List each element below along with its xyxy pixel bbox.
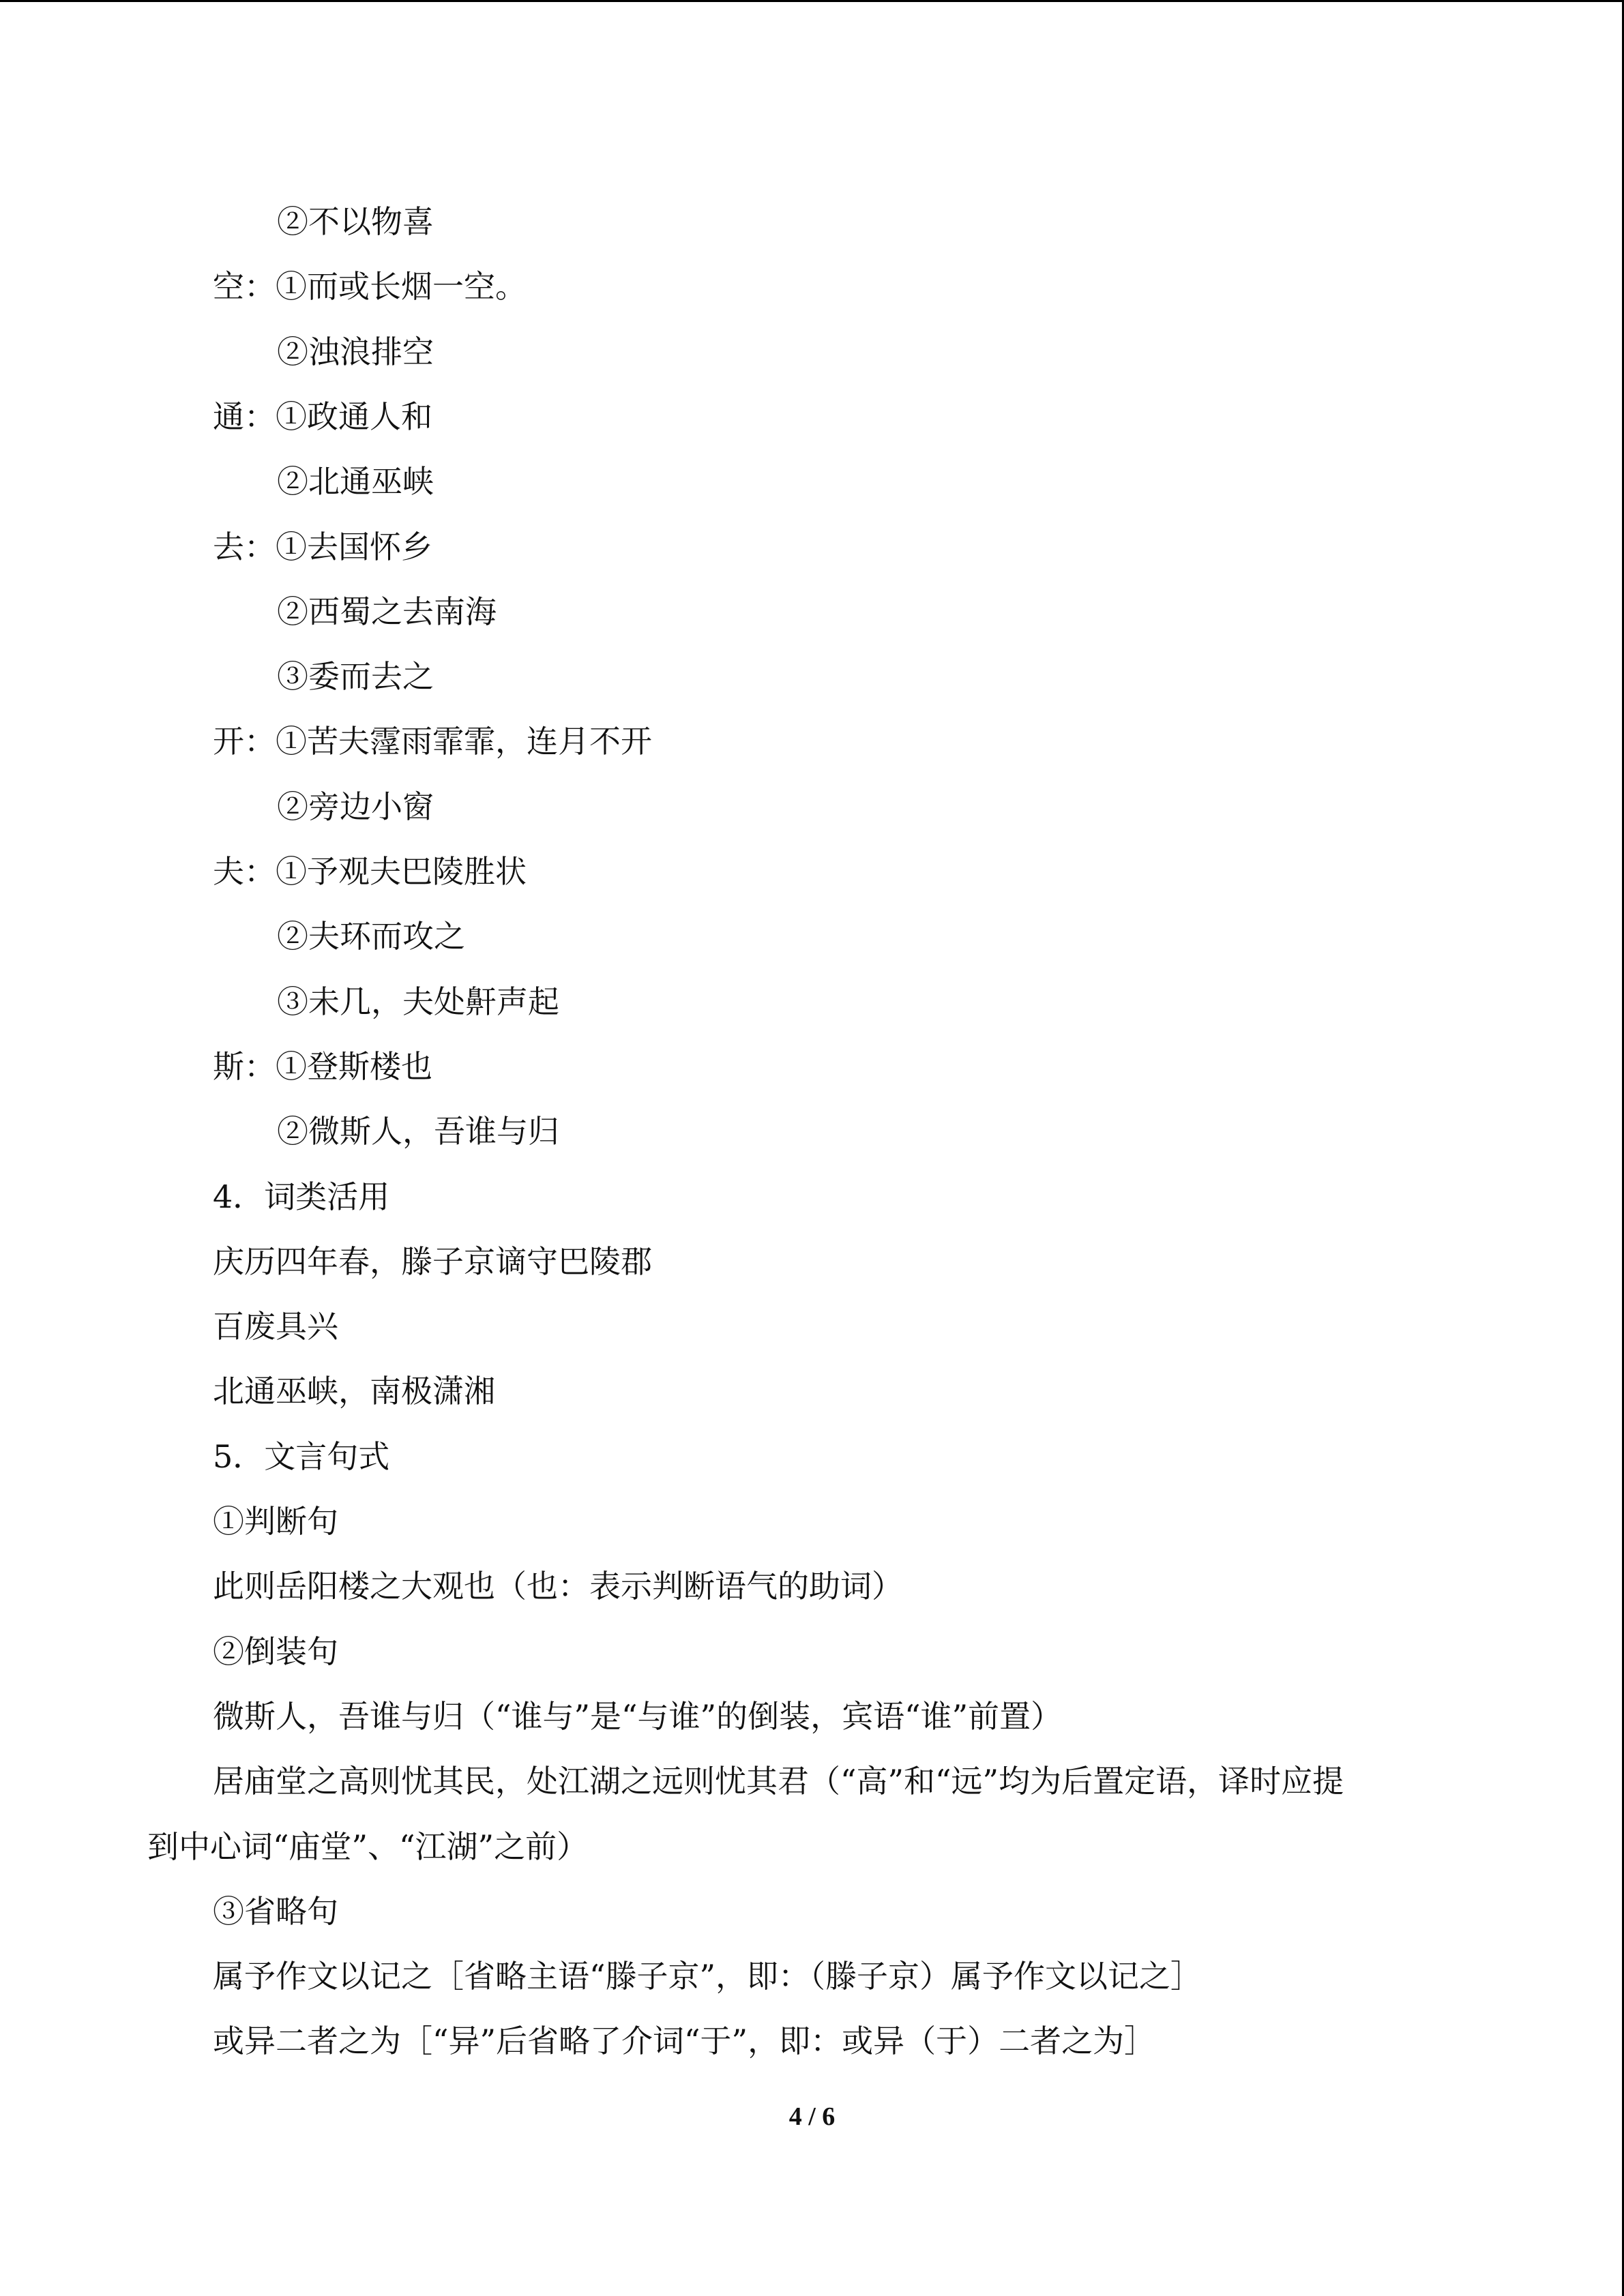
text-line: 北通巫峡，南极潇湘 [213,1373,495,1410]
text-line: ②北通巫峡 [277,463,434,500]
text-line: 百废具兴 [213,1308,338,1345]
subsection-heading: ②倒装句 [213,1633,338,1670]
text-line: 庆历四年春，滕子京谪守巴陵郡 [213,1243,652,1280]
text-line: 或异二者之为［“异”后省略了介词“于”，即：或异（于）二者之为］ [213,2023,1156,2059]
text-line: ②夫环而攻之 [277,918,465,955]
text-line: ②旁边小窗 [277,788,434,825]
text-line: ③委而去之 [277,658,434,695]
text-line: ②西蜀之去南海 [277,593,497,630]
text-line: ②微斯人，吾谁与归 [277,1113,559,1150]
page-number: 4 / 6 [788,2102,836,2131]
text-line: 空：①而或长烟一空。 [213,268,527,305]
text-line: 此则岳阳楼之大观也（也：表示判断语气的助词） [213,1568,903,1605]
section-heading: 5．文言句式 [213,1438,390,1475]
text-line: ②不以物喜 [277,203,434,240]
subsection-heading: ③省略句 [213,1893,338,1930]
subsection-heading: ①判断句 [213,1503,338,1540]
text-line: 微斯人，吾谁与归（“谁与”是“与谁”的倒装，宾语“谁”前置） [213,1698,1063,1735]
text-line-continued: 到中心词“庙堂”、“江湖”之前） [147,1828,589,1865]
text-line: 斯：①登斯楼也 [213,1048,432,1085]
text-line: ③未几，夫处鼾声起 [277,983,559,1020]
text-line: 去：①去国怀乡 [213,528,432,565]
text-line: 夫：①予观夫巴陵胜状 [213,853,527,890]
text-line: 属予作文以记之［省略主语“滕子京”，即：（滕子京）属予作文以记之］ [213,1958,1202,1995]
text-line: ②浊浪排空 [277,333,434,370]
section-heading: 4．词类活用 [213,1178,390,1215]
text-line: 通：①政通人和 [213,398,432,435]
text-line: 居庙堂之高则忧其民，处江湖之远则忧其君（“高”和“远”均为后置定语，译时应提 [213,1763,1344,1800]
text-line: 开：①苦夫霪雨霏霏，连月不开 [213,723,652,760]
